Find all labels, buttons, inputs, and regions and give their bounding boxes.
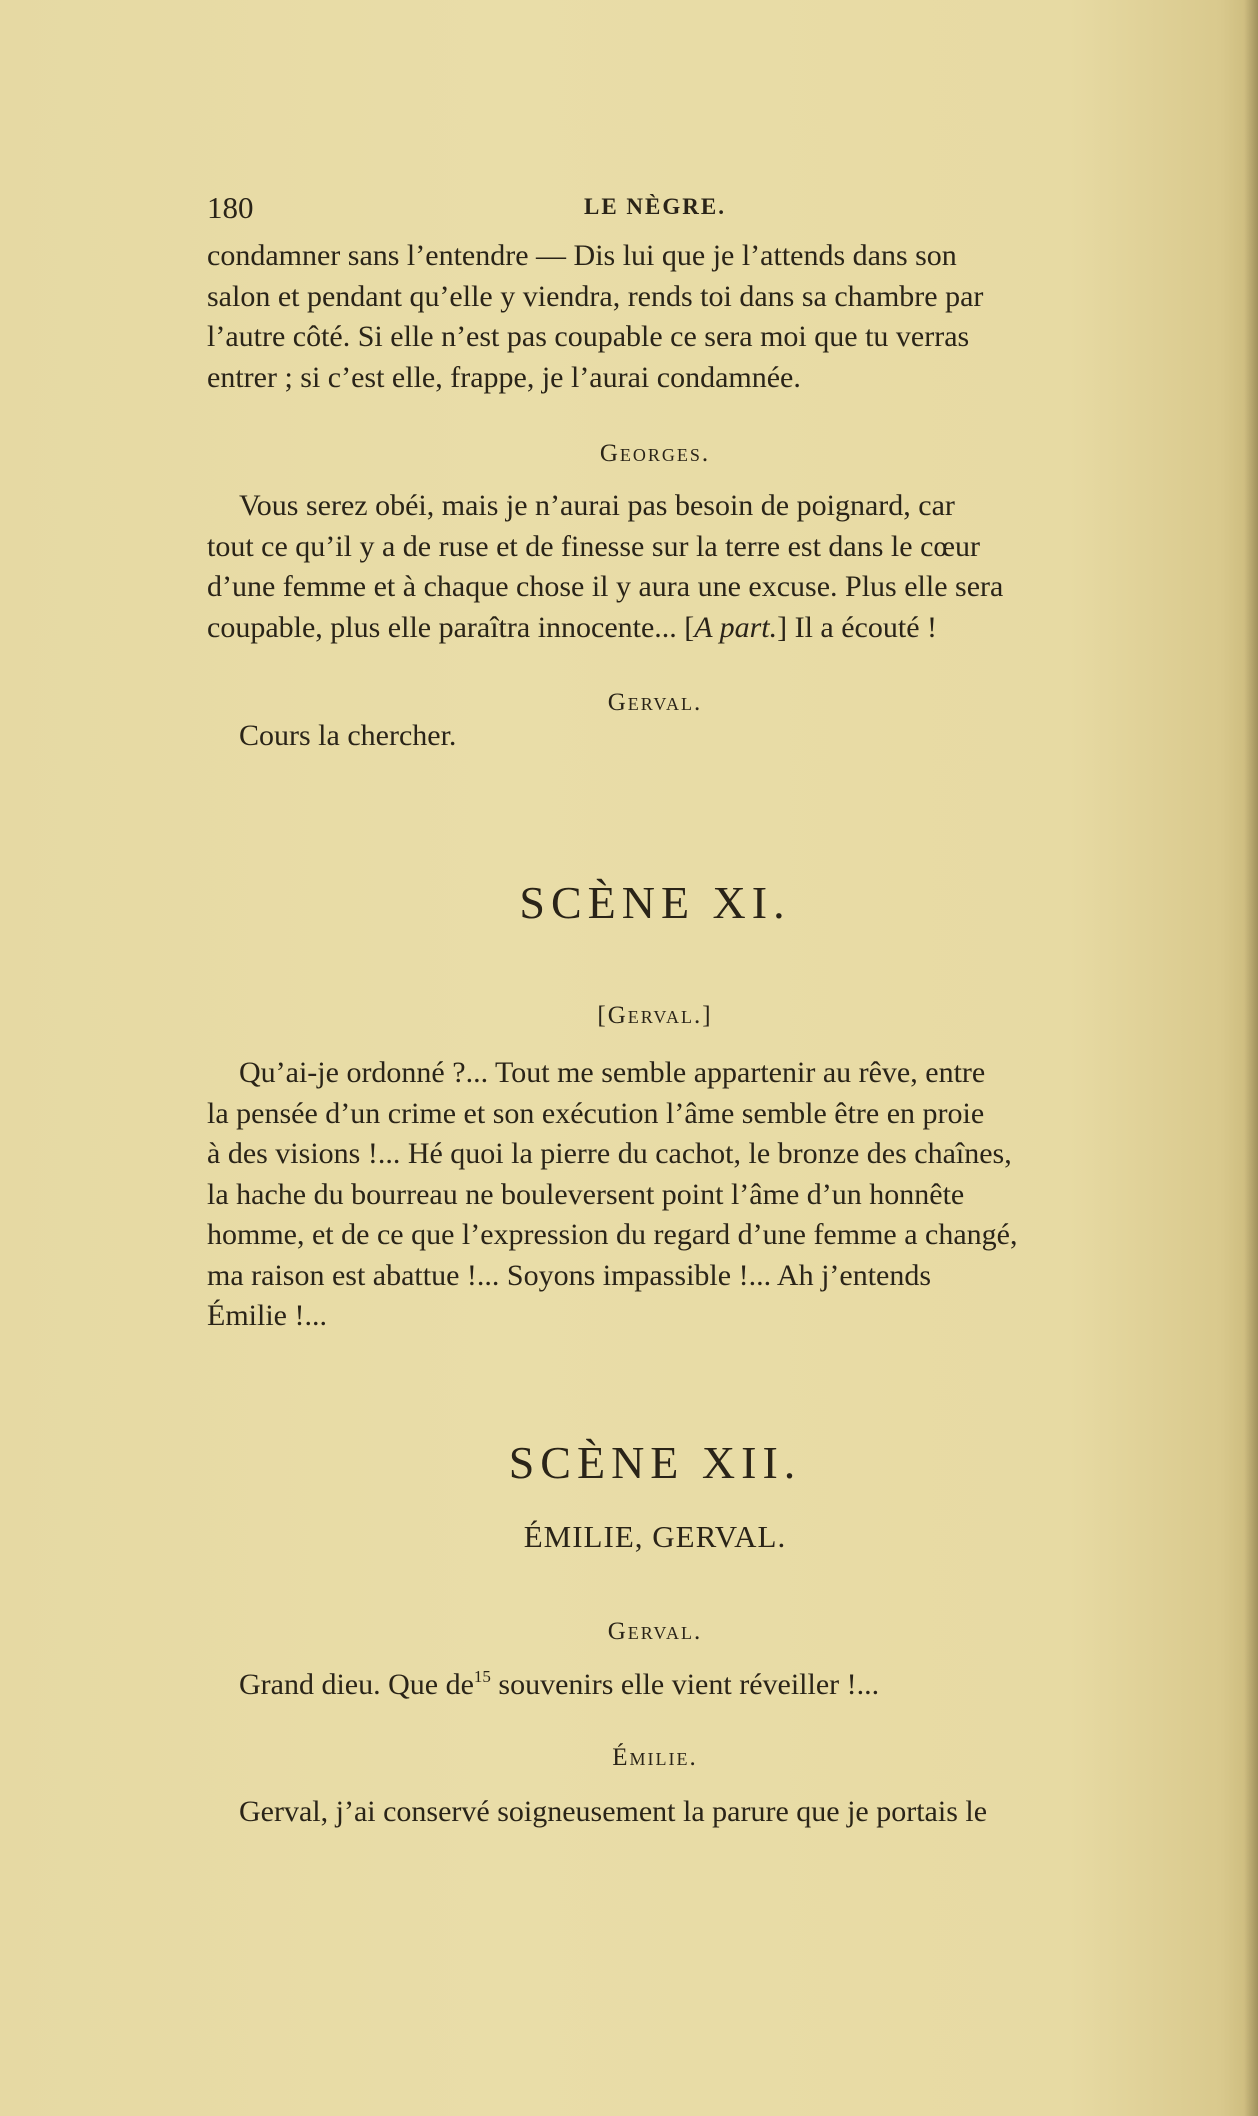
speaker-georges: Georges. — [599, 440, 711, 467]
text-line: condamner sans l’entendre — Dis lui que je l’attends dans son — [207, 239, 957, 272]
text-segment: ] Il a écouté ! — [777, 610, 937, 644]
speaker-emilie: Émilie. — [612, 1744, 698, 1771]
paragraph-georges — [207, 486, 1103, 648]
page-edge-shadow — [1244, 0, 1258, 2116]
text-line: Émilie !... — [207, 1299, 327, 1332]
running-title: LE NÈGRE. — [584, 194, 726, 219]
page-number: 180 — [207, 190, 254, 225]
text-segment: Grand dieu. Que de — [239, 1668, 474, 1701]
scene-characters: ÉMILIE, GERVAL. — [523, 1519, 787, 1554]
speaker-gerval-bracketed: [Gerval.] — [597, 1002, 713, 1029]
footnote-reference: 15 — [473, 1667, 491, 1686]
text-line: à des visions !... Hé quoi la pierre du cachot, le bronze des chaînes, — [207, 1137, 1012, 1170]
text-line: entrer ; si c’est elle, frappe, je l’aurai condamnée. — [207, 360, 801, 394]
text-line: ma raison est abattue !... Soyons impassible !... Ah j’entends — [207, 1258, 932, 1292]
text-line: la pensée d’un crime et son exécution l’âme semble être en proie — [207, 1096, 985, 1130]
text-line: d’une femme et à chaque chose il y aura une excuse. Plus elle sera — [207, 570, 1004, 603]
paragraph-emilie — [207, 1792, 1103, 1833]
stage-direction: A part. — [694, 610, 778, 644]
text-line: tout ce qu’il y a de ruse et de finesse sur la terre est dans le cœur — [207, 529, 981, 563]
text-line: salon et pendant qu’elle y viendra, rends toi dans sa chambre par — [207, 279, 984, 313]
text-line: Gerval, j’ai conservé soigneusement la parure que je portais le — [239, 1795, 988, 1828]
paragraph-scene-xi — [207, 1053, 1103, 1337]
text-segment: souvenirs elle vient réveiller !... — [490, 1668, 880, 1701]
paragraph-gerval-continued — [207, 236, 1103, 398]
text-line: l’autre côté. Si elle n’est pas coupable ce sera moi que tu verras — [207, 320, 970, 353]
scene-title-xi: SCÈNE XI. — [519, 877, 791, 928]
text-line: la hache du bourreau ne bouleversent point l’âme d’un honnête — [207, 1177, 965, 1211]
text-line — [207, 1665, 1103, 1706]
scene-title-xii: SCÈNE XII. — [508, 1437, 802, 1488]
text-line: homme, et de ce que l’expression du regard d’une femme a changé, — [207, 1218, 1018, 1251]
speaker-gerval: Gerval. — [607, 1618, 703, 1645]
text-segment: coupable, plus elle paraîtra innocente... [ — [207, 610, 695, 644]
speaker-gerval: Gerval. — [607, 689, 703, 716]
paragraph-gerval-short — [207, 716, 1103, 757]
text-line: Qu’ai-je ordonné ?... Tout me semble appartenir au rêve, entre — [239, 1056, 986, 1089]
text-line: Vous serez obéi, mais je n’aurai pas besoin de poignard, car — [239, 489, 955, 522]
paragraph-gerval-scene-xii — [207, 1665, 1103, 1706]
page-header — [207, 190, 1103, 230]
text-line: Cours la chercher. — [239, 719, 457, 752]
text-line — [207, 608, 1103, 649]
